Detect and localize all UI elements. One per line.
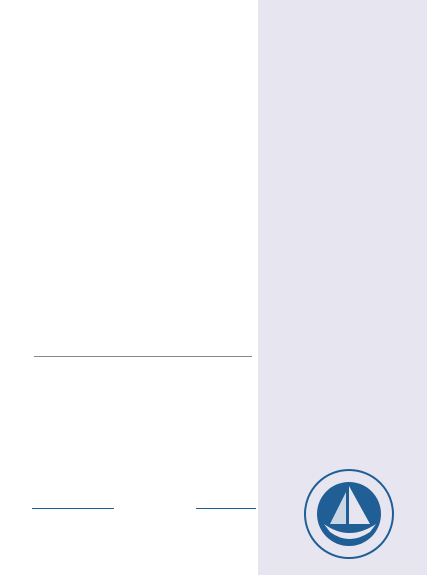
- rule-right: [196, 508, 256, 509]
- editorial-board-panel: [258, 0, 427, 575]
- society-logo: [294, 462, 404, 562]
- rule-left: [32, 508, 114, 509]
- divider: [34, 356, 252, 357]
- contents-banner: [0, 494, 258, 524]
